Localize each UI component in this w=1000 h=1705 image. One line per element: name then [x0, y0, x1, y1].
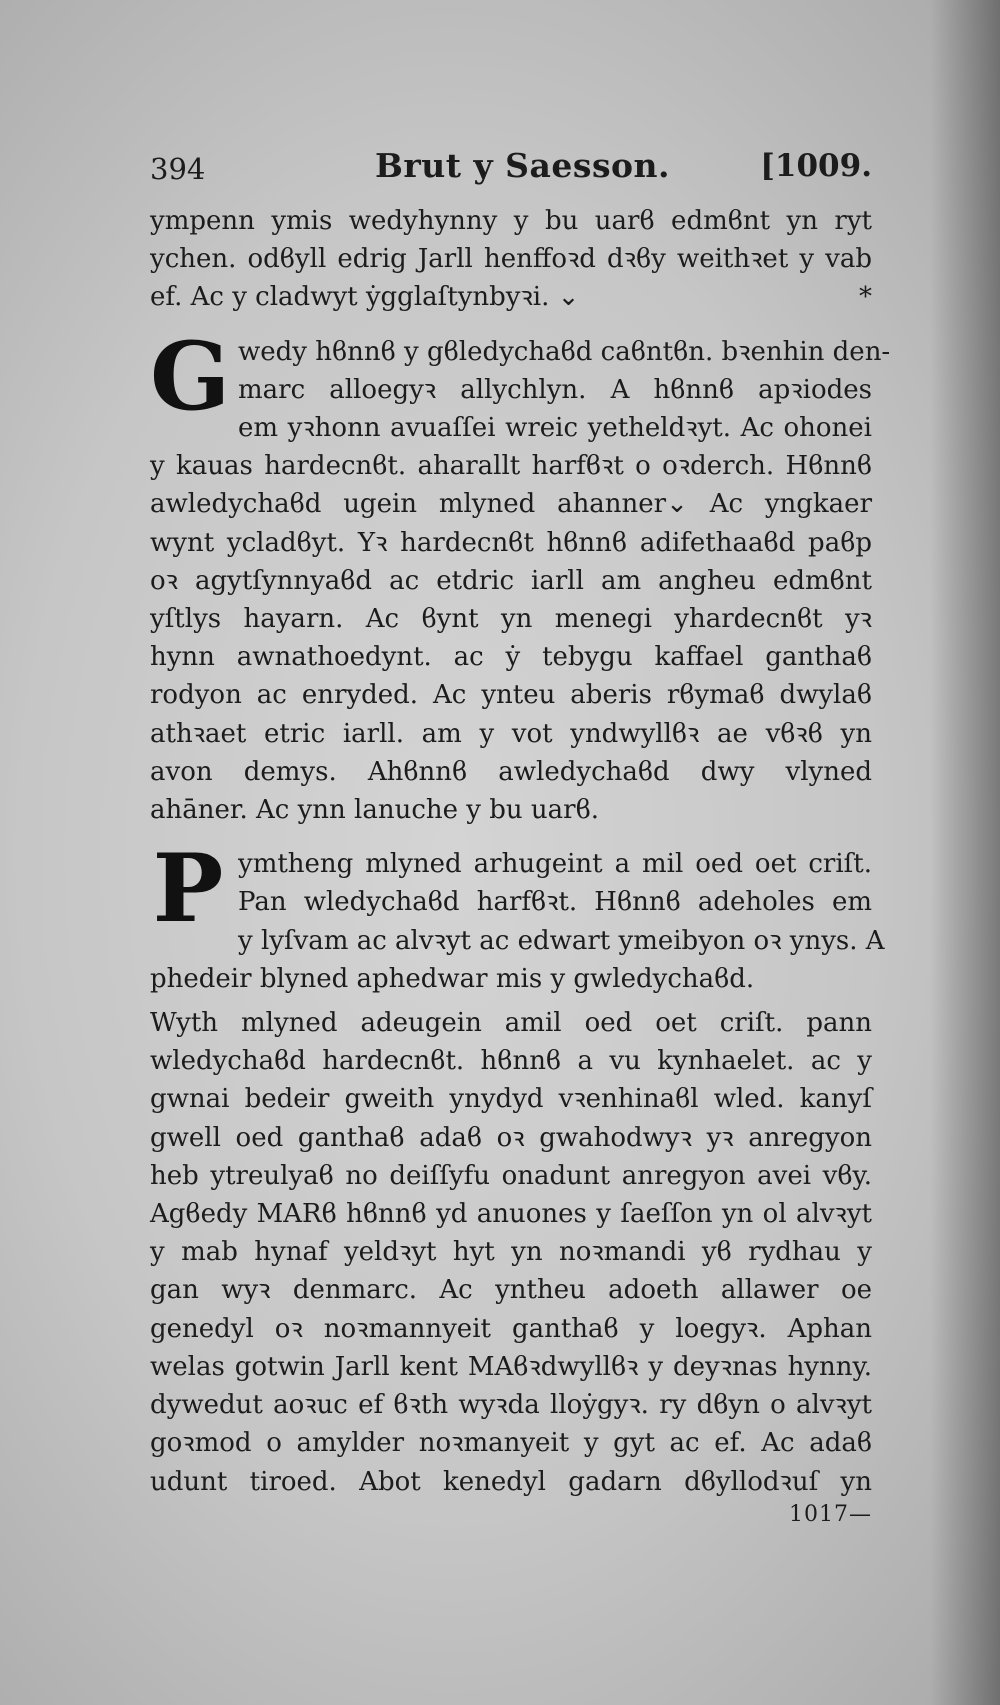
- text-line: awledychaϐd ugein mlyned ahanner⌄ Ac yngkaer: [150, 489, 872, 520]
- text-line: goꝛmod o amylder noꝛmanyeit y gyt ac ef. Ac adaϐ: [150, 1428, 872, 1459]
- paragraph-gap: [150, 829, 872, 845]
- paragraph-3: [150, 834, 885, 998]
- text-line: athꝛaet etric iarll. am y vot yndwyllϐꝛ ae vϐꝛϐ yn: [150, 718, 872, 749]
- text-line: [150, 278, 872, 316]
- text-line: y kauas hardecnϐt. aharallt harfϐꝛt o oꝛderch. Hϐnnϐ: [150, 451, 872, 482]
- text-line: genedyl oꝛ noꝛmannyeit ganthaϐ y loegyꝛ. Aphan: [150, 1313, 872, 1344]
- paragraph-2: [150, 321, 891, 830]
- text-line: ahāner. Ac ynn lanuche y bu uarϐ.: [150, 795, 599, 826]
- text-line: avon demys. Ahϐnnϐ awledychaϐd dwy vlyned: [150, 756, 872, 787]
- text-line: wedy hϐnnϐ y gϐledychaϐd caϐntϐn. bꝛenhin den-: [238, 336, 891, 367]
- text-line: wledychaϐd hardecnϐt. hϐnnϐ a vu kynhaelet. ac y: [150, 1046, 872, 1077]
- text-line: gwnai bedeir gweith ynydyd vꝛenhinaϐl wled. kanyſ: [150, 1084, 872, 1115]
- text-line: ymtheng mlyned arhugeint a mil oed oet criſt.: [238, 849, 872, 880]
- main-text: [150, 202, 891, 1501]
- asterisk-mark: *: [859, 282, 872, 313]
- page-number: 394: [150, 152, 206, 186]
- text-line-content: ef. Ac y cladwyt ẏgglaſtynbyꝛi. ⌄: [150, 282, 580, 313]
- text-line: gwell oed ganthaϐ adaϐ oꝛ gwahodwyꝛ yꝛ anregyon: [150, 1122, 872, 1153]
- text-line: heb ytreulyaϐ no deiſſyfu onadunt anregyon avei vϐy.: [150, 1160, 872, 1191]
- text-line: Agϐedy MARϐ hϐnnϐ yd anuones y ſaeſſon yn ol alvꝛyt: [150, 1199, 872, 1230]
- text-line: phedeir blyned aphedwar mis y gwledychaϐd.: [150, 963, 755, 994]
- paragraph-gap: [150, 317, 872, 333]
- text-line: oꝛ agytſynnyaϐd ac etdric iarll am angheu edmϐnt: [150, 565, 872, 596]
- text-line: yſtlys hayarn. Ac ϐynt yn menegi yhardecnϐt yꝛ: [150, 604, 872, 635]
- text-line: Pan wledychaϐd harfϐꝛt. Hϐnnϐ adeholes em: [238, 887, 872, 918]
- drop-cap-initial: P: [152, 834, 224, 945]
- catchword: 1017—: [789, 1502, 872, 1527]
- text-line: dywedut aoꝛuc ef ϐꝛth wyꝛda lloẏgyꝛ. ry dϐyn o alvꝛyt: [150, 1390, 872, 1421]
- text-line: Wyth mlyned adeugein amil oed oet criſt. pann: [150, 1008, 872, 1039]
- paragraph-4: [150, 1004, 872, 1501]
- text-line: y mab hynaf yeldꝛyt hyt yn noꝛmandi yϐ rydhau y: [150, 1237, 872, 1268]
- text-line: marc alloegyꝛ allychlyn. A hϐnnϐ apꝛiodes: [238, 374, 872, 405]
- running-title: Brut y Saesson.: [375, 146, 671, 185]
- text-line: gan wyꝛ denmarc. Ac yntheu adoeth allawer oe: [150, 1275, 872, 1306]
- drop-cap-initial: G: [150, 321, 231, 432]
- text-line: rodyon ac enryded. Ac ynteu aberis rϐymaϐ dwylaϐ: [150, 680, 872, 711]
- text-line: ympenn ymis wedyhynny y bu uarϐ edmϐnt yn ryt: [150, 206, 872, 236]
- text-line: wynt ycladϐyt. Yꝛ hardecnϐt hϐnnϐ adifethaaϐd paϐp: [150, 527, 872, 558]
- year-marker: [1009.: [760, 148, 872, 184]
- text-line: welas gotwin Jarll kent MAϐꝛdwyllϐꝛ y deyꝛnas hynny.: [150, 1351, 872, 1382]
- running-header: [150, 146, 872, 196]
- text-line: ychen. odϐyll edrig Jarll henffoꝛd dꝛϐy weithꝛet y vab: [150, 244, 872, 275]
- text-line: udunt tiroed. Abot kenedyl gadarn dϐyllodꝛuſ yn: [150, 1466, 872, 1497]
- text-line: em yꝛhonn avuaſſei wreic yetheldꝛyt. Ac ohonei: [238, 413, 872, 444]
- text-line: y lyſvam ac alvꝛyt ac edwart ymeibyon oꝛ ynys. A: [238, 925, 885, 956]
- text-line: hynn awnathoedynt. ac ẏ tebygu kaffael ganthaϐ: [150, 642, 872, 673]
- paragraph-1: [150, 202, 872, 317]
